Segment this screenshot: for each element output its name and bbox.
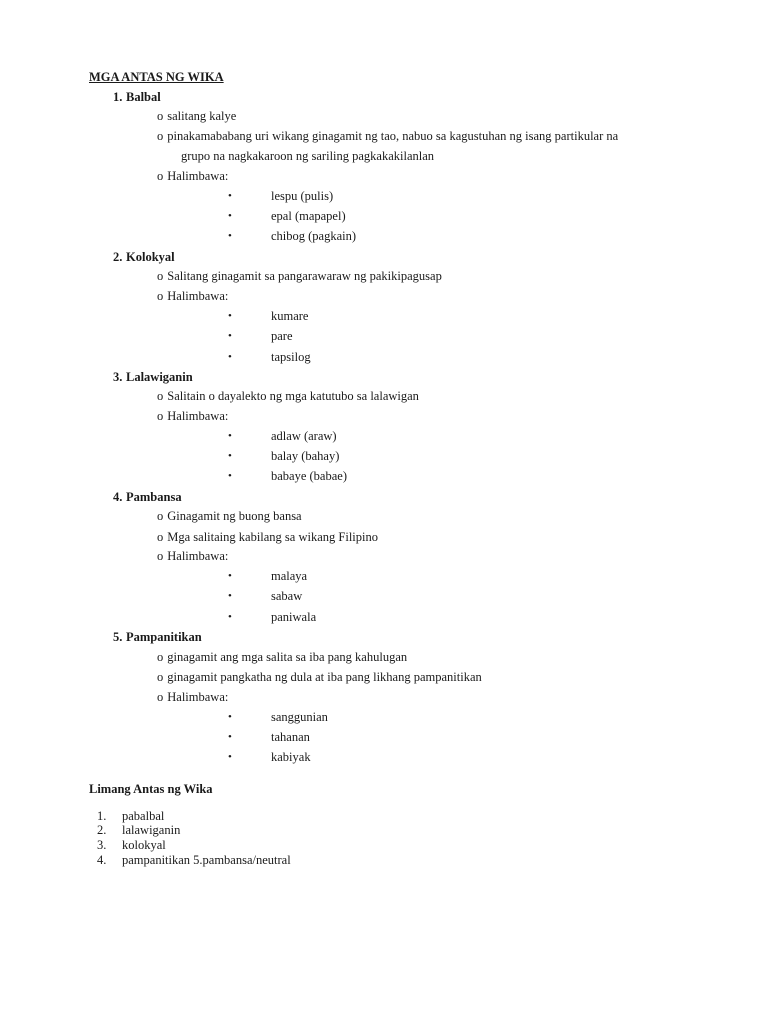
section-number: 4. — [113, 490, 123, 504]
summary-list-item: 4. pampanitikan 5.pambansa/neutral — [97, 853, 291, 867]
bullet-marker: • — [228, 470, 232, 482]
section-heading: Pampanitikan — [126, 630, 202, 644]
section-item: o salitang kalye — [157, 109, 237, 123]
bullet-marker: • — [228, 711, 232, 723]
summary-list-item: 1. pabalbal — [97, 809, 165, 823]
example-item: chibog (pagkain) — [271, 229, 357, 243]
bullet-marker: • — [228, 611, 232, 623]
bullet-marker: • — [228, 590, 232, 602]
bullet-marker: • — [228, 330, 232, 342]
section-item: o ginagamit pangkatha ng dula at iba pang likhang pampanitikan — [157, 670, 482, 684]
bullet-marker: • — [228, 210, 232, 222]
section-item: o Halimbawa: — [157, 409, 229, 423]
example-item: sanggunian — [271, 710, 328, 724]
example-item: lespu (pulis) — [271, 189, 334, 203]
bullet-marker: • — [228, 430, 232, 442]
section-heading: Balbal — [126, 90, 161, 104]
bullet-marker: • — [228, 310, 232, 322]
section-item: o ginagamit ang mga salita sa iba pang kahulugan — [157, 650, 408, 664]
bullet-marker: • — [228, 751, 232, 763]
document-title: MGA ANTAS NG WIKA — [89, 70, 224, 84]
example-item: paniwala — [271, 610, 317, 624]
bullet-marker: • — [228, 570, 232, 582]
example-item: kumare — [271, 309, 309, 323]
example-item: malaya — [271, 569, 308, 583]
section-number: 2. — [113, 250, 123, 264]
section-item: o pinakamababang uri wikang ginagamit ng tao, nabuo sa kagustuhan ng isang partikular na — [157, 129, 619, 143]
bullet-marker: • — [228, 731, 232, 743]
example-item: tahanan — [271, 730, 310, 744]
example-item: tapsilog — [271, 350, 311, 364]
section-item: o Ginagamit ng buong bansa — [157, 509, 302, 523]
example-item: balay (bahay) — [271, 449, 340, 463]
section-number: 5. — [113, 630, 123, 644]
example-item: epal (mapapel) — [271, 209, 346, 223]
section-item: o Mga salitaing kabilang sa wikang Filipino — [157, 530, 378, 544]
section-item-continuation: grupo na nagkakaroon ng sariling pagkakakilanlan — [181, 149, 435, 163]
section-item: o Halimbawa: — [157, 169, 229, 183]
section-item: o Salitang ginagamit sa pangarawaraw ng pakikipagusap — [157, 269, 442, 283]
summary-list-item: 2. lalawiganin — [97, 823, 181, 837]
section-item: o Halimbawa: — [157, 549, 229, 563]
summary-title: Limang Antas ng Wika — [89, 782, 213, 796]
example-item: pare — [271, 329, 293, 343]
bullet-marker: • — [228, 230, 232, 242]
example-item: sabaw — [271, 589, 303, 603]
summary-list-item: 3. kolokyal — [97, 838, 166, 852]
bullet-marker: • — [228, 351, 232, 363]
section-heading: Lalawiganin — [126, 370, 193, 384]
section-item: o Salitain o dayalekto ng mga katutubo sa lalawigan — [157, 389, 419, 403]
example-item: kabiyak — [271, 750, 311, 764]
example-item: babaye (babae) — [271, 469, 347, 483]
bullet-marker: • — [228, 450, 232, 462]
section-heading: Pambansa — [126, 490, 182, 504]
section-item: o Halimbawa: — [157, 690, 229, 704]
section-number: 1. — [113, 90, 123, 104]
section-number: 3. — [113, 370, 123, 384]
bullet-marker: • — [228, 190, 232, 202]
example-item: adlaw (araw) — [271, 429, 337, 443]
section-item: o Halimbawa: — [157, 289, 229, 303]
section-heading: Kolokyal — [126, 250, 175, 264]
